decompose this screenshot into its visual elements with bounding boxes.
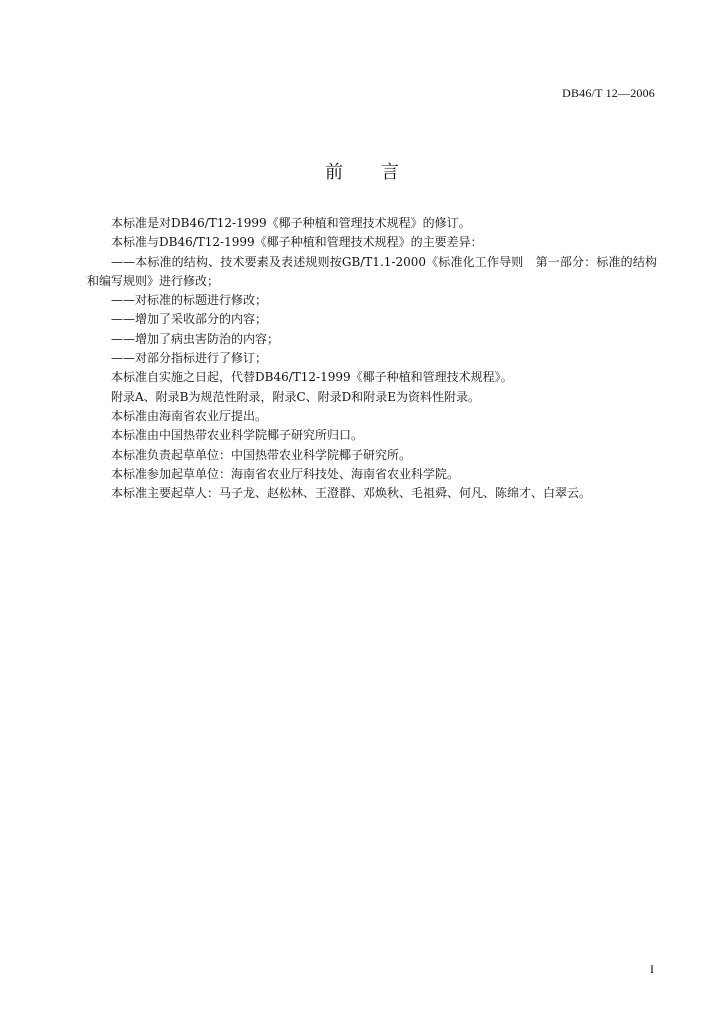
page-number: I	[650, 962, 654, 976]
paragraph: 附录A、附录B为规范性附录，附录C、附录D和附录E为资料性附录。	[111, 389, 481, 404]
page-title: 前言	[325, 162, 437, 183]
paragraph: 本标准由海南省农业厅提出。	[111, 408, 268, 423]
paragraph: 本标准参加起草单位：海南省农业厅科技处、海南省农业科学院。	[111, 466, 460, 481]
paragraph: ——对部分指标进行了修订；	[111, 351, 268, 366]
paragraph: 本标准负责起草单位：中国热带农业科学院椰子研究所。	[111, 447, 412, 462]
paragraph: 本标准主要起草人：马子龙、赵松林、王澄群、邓焕秋、毛祖舜、何凡、陈绵才、白翠云。	[111, 486, 592, 501]
paragraph: ——对标准的标题进行修改；	[111, 293, 268, 308]
paragraph: 本标准自实施之日起，代替DB46/T12-1999《椰子种植和管理技术规程》。	[111, 370, 513, 385]
paragraph: 本标准与DB46/T12-1999《椰子种植和管理技术规程》的主要差异：	[111, 235, 483, 250]
paragraph: ——本标准的结构、技术要素及表述规则按GB/T1.1-2000《标准化工作导则 第一部分：标准的结构和编写规则》进行修改；	[87, 254, 657, 288]
paragraph: 本标准由中国热带农业科学院椰子研究所归口。	[111, 428, 364, 443]
document-code: DB46/T 12—2006	[562, 86, 655, 100]
paragraph: 本标准是对DB46/T12-1999《椰子种植和管理技术规程》的修订。	[111, 216, 471, 230]
paragraph: ——增加了采收部分的内容；	[111, 312, 268, 327]
paragraph: ——增加了病虫害防治的内容；	[111, 331, 280, 346]
foreword-body	[87, 214, 657, 503]
